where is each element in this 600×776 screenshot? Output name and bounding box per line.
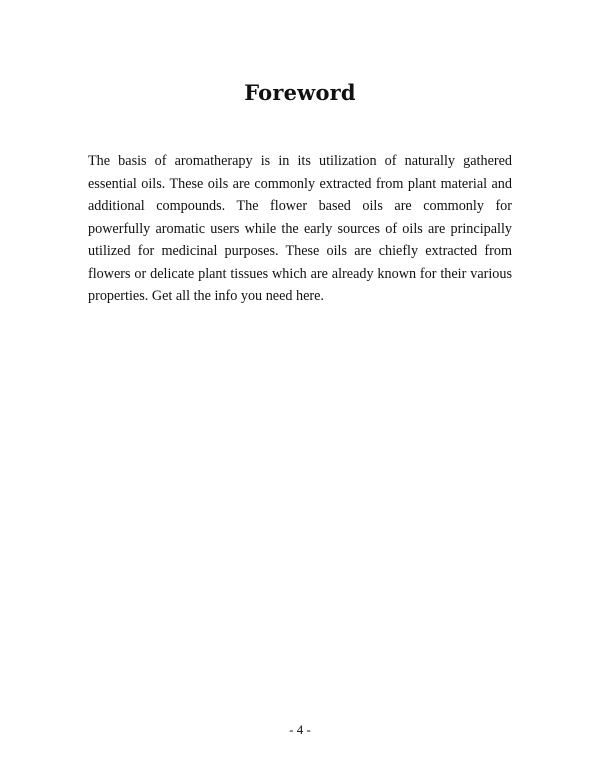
page-title: Foreword bbox=[244, 80, 356, 105]
foreword-paragraph: The basis of aromatherapy is in its utilization of naturally gathered essential oils. These oils are commonly extracted from plant material and additional compounds. The flower based oils are commonly for powerfully aromatic users while the early sources of oils are principally utilized for medicinal purposes. These oils are chiefly extracted from flowers or delicate plant tissues which are already known for their various properties. Get all the info you need here. bbox=[88, 153, 512, 304]
page-number: - 4 - bbox=[289, 722, 311, 737]
